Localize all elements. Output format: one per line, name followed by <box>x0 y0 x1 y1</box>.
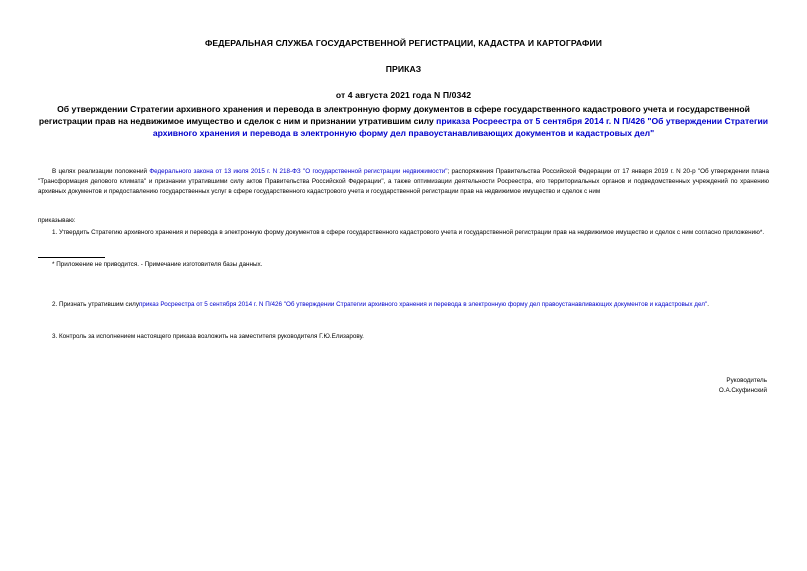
federal-law-link[interactable]: Федерального закона от 13 июля 2015 г. N 218-ФЗ "О государственной регистрации недвижимости" <box>149 168 448 175</box>
order-word: приказываю: <box>38 217 76 224</box>
title-repealed-order-link[interactable]: приказа Росреестра от 5 сентября 2014 г. N П/426 "Об утверждении Стратегии архивного хранения и перевода в электронную форму дел правоустанавливающих документов и кадастровых дел" <box>152 116 769 138</box>
item-2 <box>38 300 769 310</box>
title-text: Об утверждении Стратегии архивного хранения и перевода в электронную форму документов в сфере государственного кадастрового учета и государственной регистрации прав на недвижимое имущество и сделок с ним и признании утратившим силу <box>38 104 750 126</box>
footnote-divider <box>38 257 105 258</box>
document-date-number: от 4 августа 2021 года N П/0342 <box>335 90 472 100</box>
document-type: ПРИКАЗ <box>385 64 422 74</box>
item-1-text: 1. Утвердить Стратегию архивного хранения и перевода в электронную форму документов в сфере государственного кадастрового учета и государственной регистрации прав на недвижимое имущество и сделок с ним согласно приложению*. <box>52 229 765 236</box>
footnote <box>38 260 769 270</box>
signatory-name: О.А.Скуфинский <box>718 387 767 394</box>
item-2-text: 2. Признать утратившим силу <box>52 301 139 308</box>
preamble-text-3: , а также оптимизации деятельности Росреестра, его территориальных органов и подведомственных учреждений по хранению архивных документов и предоставлению государственных услуг в сфере государственного кадастрового учета и государственной регистрации прав на недвижимое имущество и сделок с ним <box>38 178 769 195</box>
preamble-paragraph <box>38 167 769 197</box>
item-3-text: 3. Контроль за исполнением настоящего приказа возложить на заместителя руководителя Г.Ю.Елизарову. <box>52 333 364 340</box>
repealed-order-link[interactable]: приказ Росреестра от 5 сентября 2014 г. N П/426 "Об утверждении Стратегии архивного хранения и перевода в электронную форму дел правоустанавливающих документов и кадастровых дел" <box>138 301 708 308</box>
document-title <box>38 103 769 139</box>
item-2-end: . <box>707 301 709 308</box>
signatory-position: Руководитель <box>726 377 767 384</box>
item-3 <box>38 332 769 342</box>
agency-header: ФЕДЕРАЛЬНАЯ СЛУЖБА ГОСУДАРСТВЕННОЙ РЕГИСТРАЦИИ, КАДАСТРА И КАРТОГРАФИИ <box>204 38 603 48</box>
item-1 <box>38 228 769 238</box>
preamble-text-2: ; распоряжения Правительства Российской Федерации от 17 января 2019 г. N 20-р "Об утверждении плана "Трансформация делового климата" и признании утратившими силу актов Правительства Российской Федерации" <box>38 168 769 185</box>
footnote-text: * Приложение не приводится. - Примечание изготовителя базы данных. <box>52 261 263 268</box>
preamble-text-1: В целях реализации положений <box>52 168 150 175</box>
